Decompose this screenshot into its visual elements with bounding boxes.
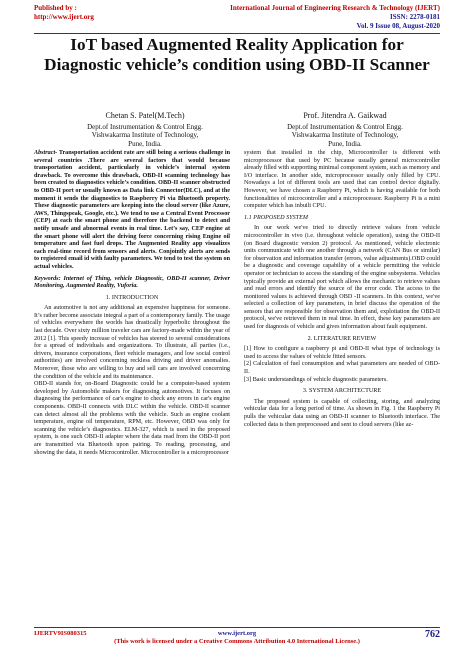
page-number: 762 (425, 629, 440, 640)
volume-text: Vol. 9 Issue 08, August-2020 (356, 22, 440, 30)
author-block-1 (70, 112, 220, 148)
published-by-label: Published by : (34, 4, 77, 12)
abstract-text: Transportation accident rate are still being a serious challenge in several countries .There are several factors that would because transportation accident, particularly in vehicle’s internal system drawback. To overcome this drawback, OBD-II scanning technology has been created to diagnostics vehicle’s condition. OBD-II scanner obstructed to OBD-II port or usually known as Data link Connector(DLC), and at the moment it sends the diagnostics to Raspberry Pi via Bluetooth property. These diagnostic parameters are keeping into the cloud server (like Azure, AWS, Thingspeak, Google, etc.). We tend to use a Central Event Processor (CEP) at each the smart phone and therefore the backend to detect and notify unsafe and abnormal events in real time. Let’s say, CEP engine at the smart phone will alert the driving force concerning rising Engine oil temperature and fast fuel drops. The Augmented Reality app visualizes each real-time record from sensors and alerts. Conjointly alerts are sends to registered email id with faulty parameters. We tend to test the system on actual vehicles. (34, 150, 230, 270)
author-name: Prof. Jitendra A. Gaikwad (303, 111, 387, 120)
author-dept: Dept.of Instrumentation & Control Engg. (287, 122, 403, 131)
reference-item: [3] Basic understandings of vehicle diagnostic parameters. (244, 376, 388, 383)
publisher-block (34, 4, 94, 22)
page-footer (34, 627, 440, 647)
paragraph: OBD-II stands for, on-Board Diagnostic could be a computer-based system developed by Automobile makers for diagnosing automotives. It focuses on diagnosing the performance of car's engine to check any errors in car's engine components. OBD-II connects with DLC within the vehicle. OBD-II scanner can detect almost all the problems with the vehicle. Such as engine coolant temperature, engine oil temperature, RPM, etc. However, OBD was only for scanning the vehicle’s diagnostics. ELM-327, which is used in the proposed system, is one such OBD-II adapter where the data read from the OBD-II port are transmitted via Bluetooth upon pairing. To reading, processing, and showing the data, it needs Microcontroller. Microcontroller is a microprocessor (34, 381, 230, 456)
section-heading-introduction: 1. INTRODUCTION (105, 294, 159, 301)
publisher-url-link[interactable]: http://www.ijert.org (34, 13, 94, 21)
right-column (244, 150, 440, 429)
author-block-2 (270, 112, 420, 148)
reference-item: [2] Calculation of fuel consumption and what parameters are needed of OBD-II. (244, 361, 440, 376)
footer-divider (34, 627, 440, 628)
author-name: Chetan S. Patel(M.Tech) (105, 111, 185, 120)
paragraph: An automotive is not any additional an expensive happiness for someone. It’s rather become associate integral a part of a contemporary family. The usage of vehicles everywhere the worlds has drastically hyperbolic throughout the last decade. Over sixty million traveler cars are factory-made within the year of 2012 [1]. This speedy increase of vehicles has steered to several considerations for a spread of individuals and organizations. To illustrate, all parties (i.e., drivers, insurance corporations, fleet vehicle managers, and low social control authorities) are involved concerning reckless driving and driver anomalies. Moreover, those who are willing to buy and sell cars are involved concerning the condition of the vehicle and its maintenance. (34, 305, 230, 380)
keywords: Keywords: Internet of Thing, vehicle Diagnostic, OBD-II scanner, Driver Monitoring, Augmented Reality, Vuforia. (34, 275, 230, 290)
subsection-heading-proposed-system: 1.1 PROPOSED SYSTEM (244, 214, 308, 221)
abstract (34, 150, 230, 272)
paragraph: system that installed in the chip, Microcontroller is different with microprocessor that used by PC because usually general microcontroller already filled with supporting minimal component system, such as memory and I/O interface. In another side, microprocessor usually only filled by CPU. Nowadays a lot of different tools are used that can control device digitally. However, we have chosen a Raspberry Pi, which is having available for both functionalities of microcontroller and a microprocessor. Raspberry Pi is a mini computer which has inbuilt CPU. (244, 150, 440, 210)
author-dept: Dept.of Instrumentation & Control Engg. (87, 122, 203, 131)
paragraph: The proposed system is capable of collecting, storing, and analyzing vehicular data for a long period of time. As shown in Fig. 1 the Raspberry Pi pulls the vehicular data using an OBD-II scanner to Bluetooth interface. The collected data is then preprocessed and sent to cloud servers (like az- (244, 398, 440, 428)
header-divider (34, 33, 440, 34)
footer-url-link[interactable]: www.ijert.org (217, 630, 257, 637)
author-city: Pune, India. (128, 139, 162, 148)
issn-text: ISSN: 2278-0181 (390, 13, 440, 21)
journal-name: International Journal of Engineering Research & Technology (IJERT) (230, 4, 440, 12)
author-institute: Vishwakarma Institute of Technology, (91, 131, 199, 139)
abstract-label: Abstract- (34, 150, 58, 156)
author-city: Pune, India. (328, 139, 362, 148)
footer-center (34, 630, 440, 646)
paper-id: IJERTV9IS080315 (34, 630, 87, 637)
author-institute: Vishwakarma Institute of Technology, (291, 131, 399, 139)
section-heading-system-architecture: 3. SYSTEM ARCHITECTURE (302, 388, 382, 395)
reference-item: [1] How to configure a raspberry pi and OBD-II what type of technology is used to access the values of vehicle fitted sensors. (244, 346, 440, 360)
paper-title: IoT based Augmented Reality Application for Diagnostic vehicle’s condition using OBD-II Scanner (44, 35, 430, 74)
left-column (34, 150, 230, 457)
license-text: (This work is licensed under a Creative Commons Attribution 4.0 International License.) (114, 638, 360, 645)
journal-block (230, 4, 440, 31)
paragraph: In our work we've tried to directly retrieve values from vehicle microcontroller in vivo (i.e. throughout vehicle operation), using the OBD-II (on Board diagnostic version 2) protocol. As mentioned, vehicle electronic units communicate with one another through a network (CAN Bus or similar) for observation and information transfer (errors, value adjustments).OBD could be a diagnostic and coverage capability of a vehicle permitting the vehicle operator or technician to access the standing of the engine subsystems. Vehicles typically provide an external port which allows the mechanic to retrieve values and read errors and identify the source of the error code. The access to the monitored values is achieved through OBD -II scanners. In this context, we've selected a collection of key parameters, in brief discuss the operation of the sensors that are responsible for observation them and, exploitation the OBD-II protocol, we've retrieved them in real time. In effect, these key parameters are used for diagnosis of vehicle and gives information about fault equipment. (244, 225, 440, 331)
section-heading-literature-review: 2. LITERATURE REVIEW (307, 335, 377, 342)
